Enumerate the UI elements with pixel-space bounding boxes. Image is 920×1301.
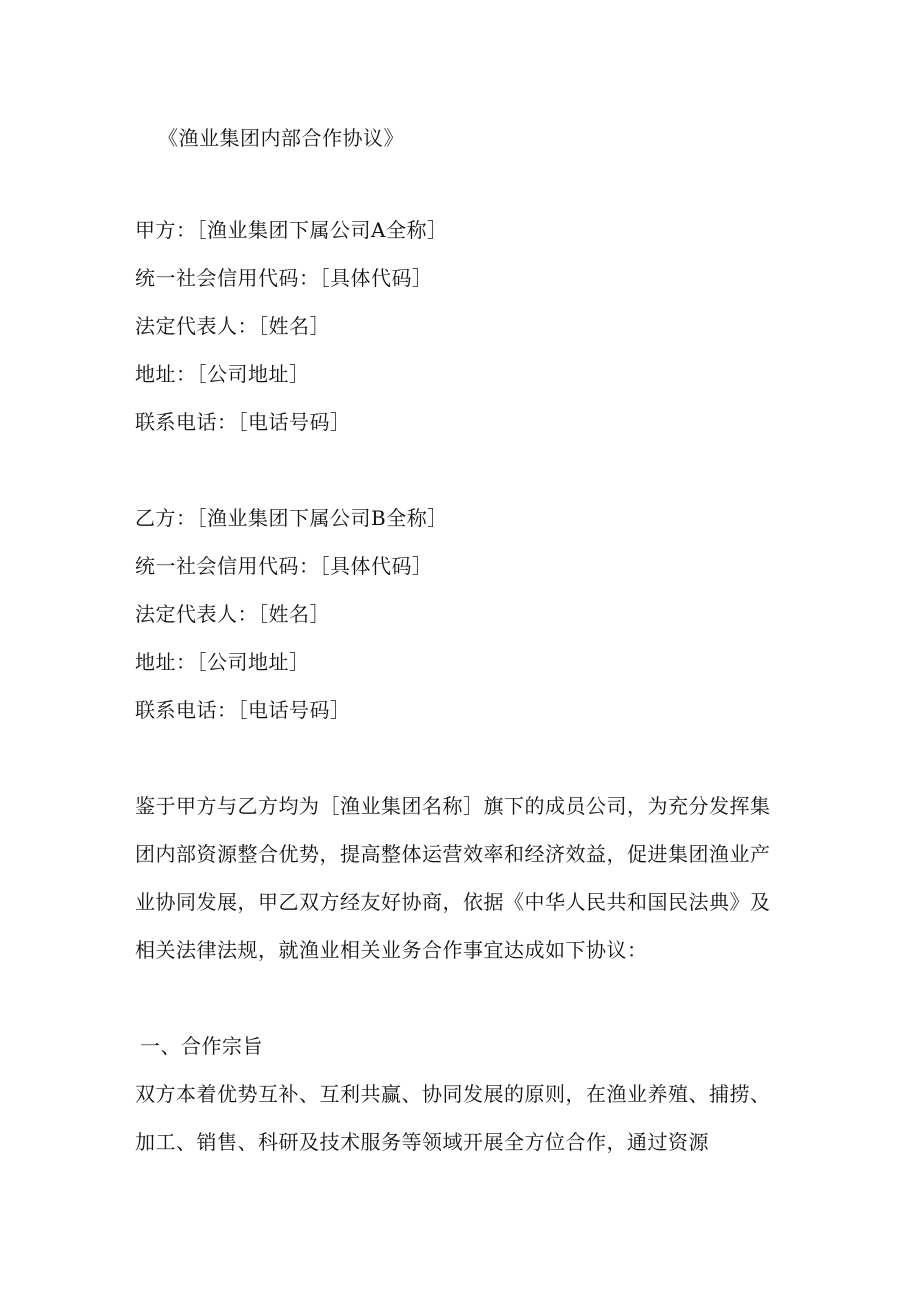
section-1-heading: 一、合作宗旨 (140, 1034, 263, 1058)
party-a-address: 地址：［公司地址］ (135, 362, 310, 386)
party-b-credit-code: 统一社会信用代码：［具体代码］ (135, 554, 433, 578)
party-b-phone: 联系电话：［电话号码］ (135, 698, 351, 722)
section-1-line: 加工、销售、科研及技术服务等领域开展全方位合作，通过资源 (135, 1130, 709, 1154)
preamble-line: 相关法律法规，就渔业相关业务合作事宜达成如下协议： (135, 938, 648, 962)
preamble-line: 团内部资源整合优势，提高整体运营效率和经济效益，促进集团渔业产 (135, 842, 771, 866)
party-b-name: 乙方：［渔业集团下属公司B全称］ (135, 506, 448, 530)
preamble-line: 鉴于甲方与乙方均为［渔业集团名称］旗下的成员公司，为充分发挥集 (135, 794, 771, 818)
party-a-phone: 联系电话：［电话号码］ (135, 410, 351, 434)
document-title: 《渔业集团内部合作协议》 (158, 126, 404, 150)
section-1-line: 双方本着优势互补、互利共赢、协同发展的原则，在渔业养殖、捕捞、 (135, 1082, 771, 1106)
preamble-line: 业协同发展，甲乙双方经友好协商，依据《中华人民共和国民法典》及 (135, 890, 771, 914)
party-b-representative: 法定代表人：［姓名］ (135, 602, 330, 626)
party-a-name: 甲方：［渔业集团下属公司A全称］ (135, 218, 448, 242)
party-a-credit-code: 统一社会信用代码：［具体代码］ (135, 266, 433, 290)
party-b-address: 地址：［公司地址］ (135, 650, 310, 674)
party-a-representative: 法定代表人：［姓名］ (135, 314, 330, 338)
